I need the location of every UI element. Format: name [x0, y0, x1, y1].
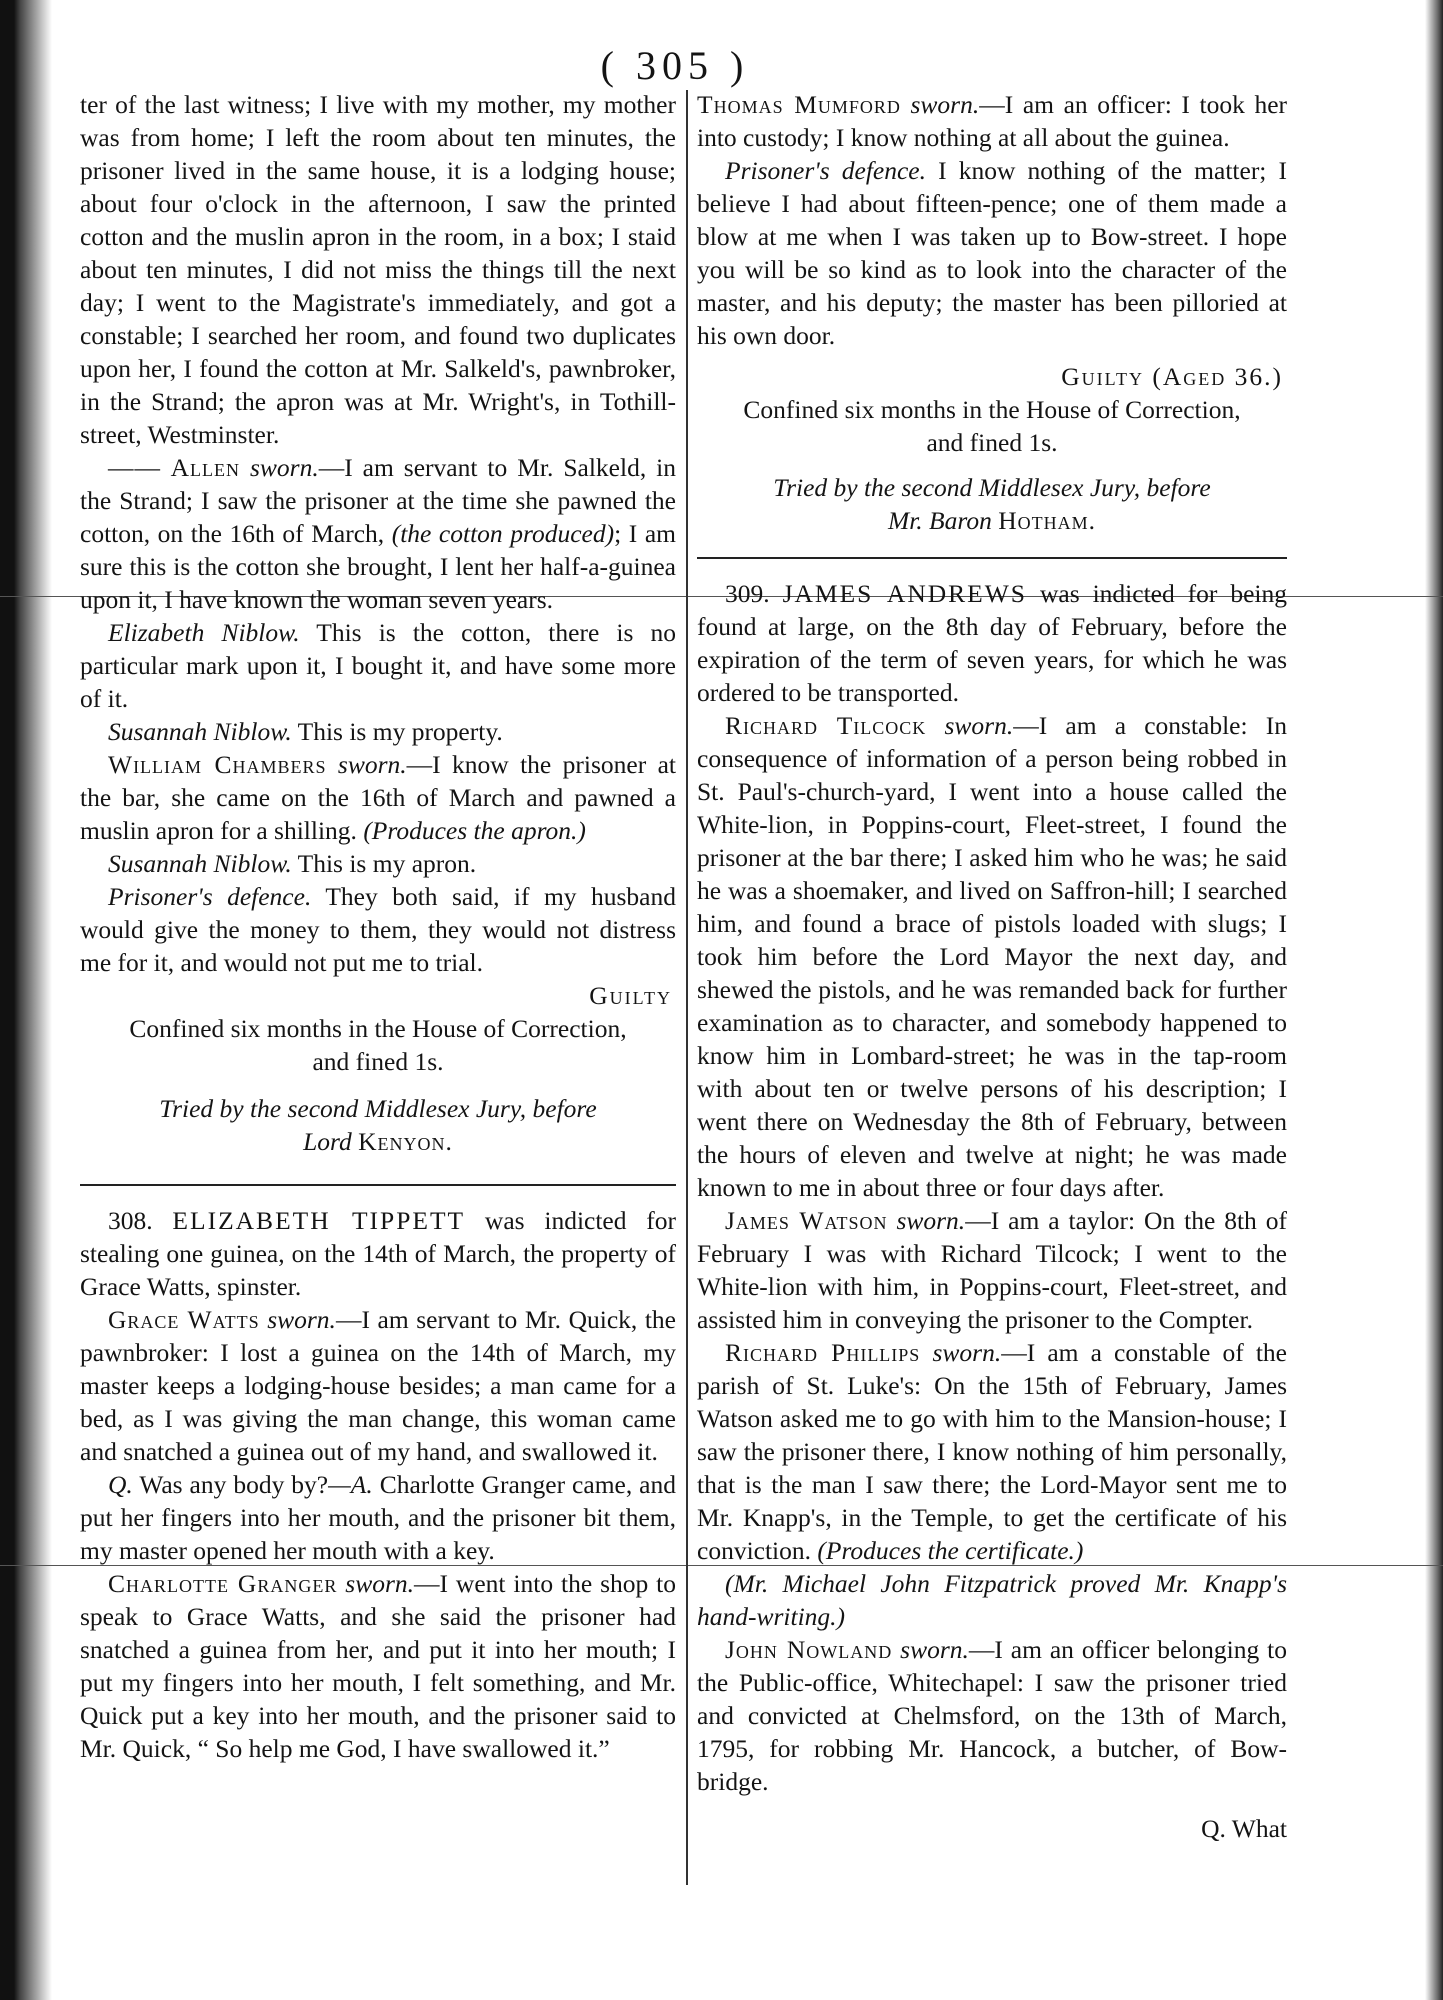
right-column: [697, 88, 1287, 1845]
testimony-elizabeth-niblow: [80, 616, 676, 715]
testimony-charlotte-granger: [80, 1567, 676, 1765]
catchword: Q. What: [1201, 1814, 1287, 1843]
sworn-label: sworn.: [900, 1635, 969, 1664]
defendant-name: JAMES ANDREWS: [782, 579, 1027, 608]
testimony-text: This is the cotton, there is no particular mark upon it, I bought it, and have some more of it.: [80, 618, 676, 713]
testimony-text: This is my property.: [297, 717, 503, 746]
testimony-mumford: [697, 88, 1287, 154]
witness-name: Thomas Mumford: [697, 90, 901, 119]
judge-name: Hotham.: [998, 506, 1097, 535]
witness-name: Richard Tilcock: [725, 711, 927, 740]
testimony-text: —I am servant to Mr. Salkeld, in the Strand; I saw the prisoner at the time she pawned the cotton, on the 16th of March,: [80, 453, 677, 548]
testimony-text: —I am an officer: I took her into custody; I know nothing at all about the guinea.: [697, 90, 1288, 152]
testimony-tilcock: [697, 709, 1287, 1204]
defence-label: Prisoner's defence.: [725, 156, 926, 185]
stage-note: (Produces the certificate.): [817, 1536, 1084, 1565]
case-number: 309.: [725, 579, 770, 608]
witness-name: Susannah Niblow.: [108, 717, 292, 746]
testimony-allen: [80, 451, 676, 616]
verdict: Guilty: [589, 981, 672, 1010]
witness-name: William Chambers: [108, 750, 327, 779]
page-edge-shadow: [1425, 0, 1443, 2000]
prisoner-defence: [697, 154, 1287, 352]
sentence-line: and fined 1s.: [926, 428, 1058, 457]
question-answer: [80, 1468, 676, 1567]
judge-title: Mr. Baron: [887, 506, 992, 535]
sworn-label: sworn.: [345, 1569, 414, 1598]
defendant-name: ELIZABETH TIPPETT: [172, 1206, 466, 1235]
testimony-text: —I am a constable: In consequence of information of a person being robbed in St. Paul's-church-yard, I went into a house called the White-lion, in Poppins-court, Fleet-street, I found the prisoner at the bar there; I asked him who he was; he said he was a shoemaker, and lived on Saffron-hill; I searched him, and found a brace of pistols loaded with slugs; I took him before the Lord Mayor the next day, and shewed the pistols, and he was remanded back for further examination as to character, and somebody happened to know him in Lombard-street; he was in the tap-room with about ten or twelve persons of his description; I went there on Wednesday the 8th of February, between the hours of eleven and twelve at night; he was made known to me in about three or four days after.: [697, 711, 1287, 1202]
column-divider: [686, 90, 688, 1885]
defence-label: Prisoner's defence.: [108, 882, 312, 911]
testimony-text: ; I am sure this is the cotton she brought, I lent her half-a-guinea upon it, I have known the woman seven years.: [80, 519, 676, 614]
witness-name: Elizabeth Niblow.: [108, 618, 300, 647]
sentence-line: and fined 1s.: [312, 1047, 444, 1076]
testimony-chambers: [80, 748, 676, 847]
verdict: Guilty (Aged 36.): [1061, 362, 1283, 391]
testimony-nowland: [697, 1633, 1287, 1798]
indictment-text: was indicted for being found at large, on the 8th day of February, before the expiration of the term of seven years, for which he was ordered to be transported.: [697, 579, 1288, 707]
answer-mark: —A.: [328, 1470, 373, 1499]
testimony-grace-watts: [80, 1303, 676, 1468]
witness-name: James Watson: [725, 1206, 888, 1235]
prisoner-defence: [80, 880, 676, 979]
sworn-label: sworn.: [267, 1305, 336, 1334]
testimony-watson: [697, 1204, 1287, 1336]
testimony-susannah-niblow-2: [80, 847, 676, 880]
question-text: Was any body by?: [139, 1470, 329, 1499]
sworn-label: sworn.: [932, 1338, 1002, 1367]
sworn-label: sworn.: [337, 750, 407, 779]
witness-name: Richard Phillips: [725, 1338, 921, 1367]
testimony-text: This is my apron.: [297, 849, 477, 878]
sworn-label: sworn.: [896, 1206, 966, 1235]
indictment-text: was indicted for stealing one guinea, on the 14th of March, the property of Grace Watts, spinster.: [80, 1206, 677, 1301]
witness-name: Susannah Niblow.: [108, 849, 292, 878]
sworn-label: sworn.: [249, 453, 319, 482]
witness-name: Grace Watts: [108, 1305, 260, 1334]
sworn-label: sworn.: [944, 711, 1014, 740]
witness-name: Charlotte Granger: [108, 1569, 338, 1598]
judge-title: Lord: [303, 1127, 352, 1156]
sentence-line: Confined six months in the House of Correction,: [129, 1014, 627, 1043]
defence-text: I know nothing of the matter; I believe I had about fifteen-pence; one of them made a blow at me when I was taken up to Bow-street. I hope you will be so kind as to look into the character of the master, and his deputy; the master has been pilloried at his own door.: [697, 156, 1288, 350]
answer-text: Charlotte Granger came, and put her fingers into her mouth, and the prisoner bit them, my master opened her mouth with a key.: [80, 1470, 676, 1565]
testimony-continuation: ter of the last witness; I live with my mother, my mother was from home; I left the room about ten minutes, the prisoner lived in the same house, it is a lodging house; about four o'clock in the afternoon, I saw the printed cotton and the muslin apron in the room, in a box; I staid about ten minutes, I did not miss the things till the next day; I went to the Magistrate's immediately, and got a constable; I searched her room, and found two duplicates upon her, I found the cotton at Mr. Salkeld's, pawnbroker, in the Strand; the apron was at Mr. Wright's, in Tothill-street, Westminster.: [80, 90, 676, 449]
witness-name: John Nowland: [725, 1635, 893, 1664]
judge-line: [80, 1125, 676, 1158]
indictment-308: [80, 1204, 676, 1303]
testimony-susannah-niblow: [80, 715, 676, 748]
sworn-label: sworn.: [910, 90, 980, 119]
sentence-line: Confined six months in the House of Correction,: [743, 395, 1241, 424]
stage-note: (Produces the apron.): [363, 816, 586, 845]
page-number: ( 305 ): [600, 43, 750, 88]
testimony-text: —I know the prisoner at the bar, she came on the 16th of March and pawned a muslin apron for a shilling.: [80, 750, 676, 845]
jury-line: Tried by the second Middlesex Jury, before: [773, 473, 1211, 502]
testimony-text: —I am servant to Mr. Quick, the pawnbroker: I lost a guinea on the 14th of March, my master keeps a lodging-house besides; a man came for a bed, as I was giving the man change, this woman came and snatched a guinea out of my hand, and swallowed it.: [80, 1305, 676, 1466]
question-mark: Q.: [108, 1470, 133, 1499]
indictment-309: [697, 577, 1287, 709]
witness-name: —— Allen: [108, 453, 240, 482]
testimony-phillips: [697, 1336, 1287, 1567]
judge-name: Kenyon.: [358, 1127, 453, 1156]
case-number: 308.: [108, 1206, 153, 1235]
defence-text: They both said, if my husband would give the money to them, they would not distress me for it, and would not put me to trial.: [80, 882, 676, 977]
stage-note-fitzpatrick: [697, 1567, 1287, 1633]
stage-note: (Mr. Michael John Fitzpatrick proved Mr. Knapp's hand-writing.): [697, 1569, 1287, 1631]
case-separator: [80, 1184, 676, 1186]
judge-line: [697, 504, 1287, 537]
binding-shadow: [0, 0, 52, 2000]
jury-line: Tried by the second Middlesex Jury, before: [159, 1094, 597, 1123]
testimony-text: —I went into the shop to speak to Grace Watts, and she said the prisoner had snatched a guinea from her, and put it into her mouth; I put my fingers into her mouth, I felt something, and Mr. Quick put a key into her mouth, and the prisoner said to Mr. Quick, “ So help me God, I have swallowed it.”: [80, 1569, 676, 1763]
case-separator: [697, 557, 1287, 559]
testimony-text: —I am an officer belonging to the Public-office, Whitechapel: I saw the prisoner tried and convicted at Chelmsford, on the 13th of March, 1795, for robbing Mr. Hancock, a butcher, of Bow-bridge.: [697, 1635, 1287, 1796]
left-column: [80, 88, 676, 1765]
testimony-text: —I am a constable of the parish of St. Luke's: On the 15th of February, James Watson asked me to go with him to the Mansion-house; I saw the prisoner there, I know nothing of him personally, that is the man I saw there; the Lord-Mayor sent me to Mr. Knapp's, in the Temple, to get the certificate of his conviction.: [697, 1338, 1288, 1565]
stage-note: (the cotton produced): [391, 519, 615, 548]
testimony-text: —I am a taylor: On the 8th of February I was with Richard Tilcock; I went to the White-lion with him, in Poppins-court, Fleet-street, and assisted him in conveying the prisoner to the Compter.: [697, 1206, 1287, 1334]
